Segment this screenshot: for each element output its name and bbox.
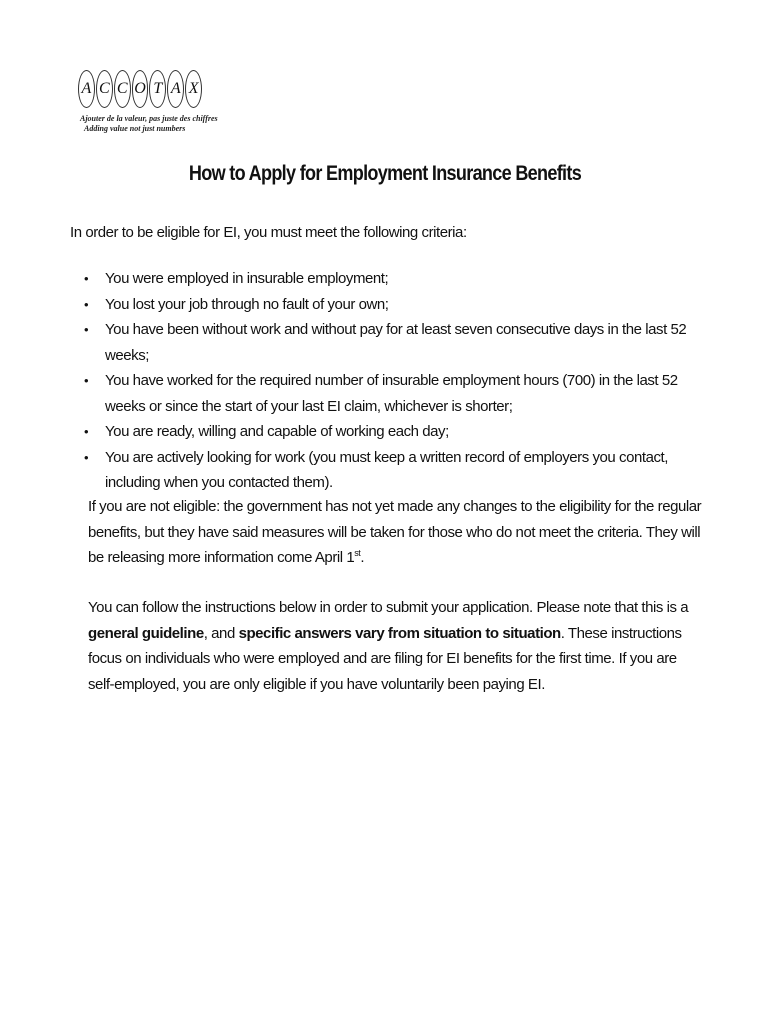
logo-letter: C (114, 70, 131, 108)
list-item: • You are actively looking for work (you must keep a written record of employers you contact, including when you contacted them). (84, 445, 704, 496)
sentence-end: . (360, 549, 365, 566)
logo-tagline-en: Adding value not just numbers (84, 124, 186, 133)
not-eligible-text: If you are not eligible: the government has not yet made any changes to the eligibility for the regular benefits, but they have said measures will be taken for those who do not meet the criteria. They will be releasing more information come April 1 (88, 498, 702, 566)
list-item: • You have worked for the required number of insurable employment hours (700) in the last 52 weeks or since the start of your last EI claim, whichever is shorter; (84, 368, 704, 419)
list-item: • You lost your job through no fault of your own; (84, 292, 704, 318)
logo-letters (78, 70, 202, 110)
logo-letter: T (149, 70, 166, 108)
intro-text: In order to be eligible for EI, you must meet the following criteria: (70, 224, 467, 241)
logo-letter: A (167, 70, 184, 108)
logo-letter: A (78, 70, 95, 108)
instructions-paragraph (88, 595, 704, 697)
instructions-bold-general-guideline: general guideline (88, 624, 204, 642)
list-item: • You have been without work and without pay for at least seven consecutive days in the last 52 weeks; (84, 317, 704, 368)
logo-letter: X (185, 70, 202, 108)
instructions-part2: , and (203, 624, 239, 642)
criteria-list (84, 266, 704, 496)
logo-letter: C (96, 70, 113, 108)
logo-letter: O (132, 70, 149, 108)
list-item: • You were employed in insurable employment; (84, 266, 704, 292)
accotax-logo (78, 70, 218, 140)
instructions-bold-specific-answers: specific answers vary from situation to situation (238, 624, 561, 642)
instructions-part1: You can follow the instructions below in order to submit your application. Please note that this is a (88, 599, 689, 616)
logo-tagline-fr: Ajouter de la valeur, pas juste des chiffres (80, 114, 218, 123)
not-eligible-paragraph (88, 494, 704, 571)
instructions-part3: . These instructions focus on individuals who were employed and are filing for EI benefits for the first time. If you are self-employed, you are only eligible if you have voluntarily been paying EI. (88, 624, 682, 693)
list-item: • You are ready, willing and capable of working each day; (84, 419, 704, 445)
page-title: How to Apply for Employment Insurance Benefits (188, 162, 582, 185)
ordinal-suffix: st (354, 548, 361, 558)
